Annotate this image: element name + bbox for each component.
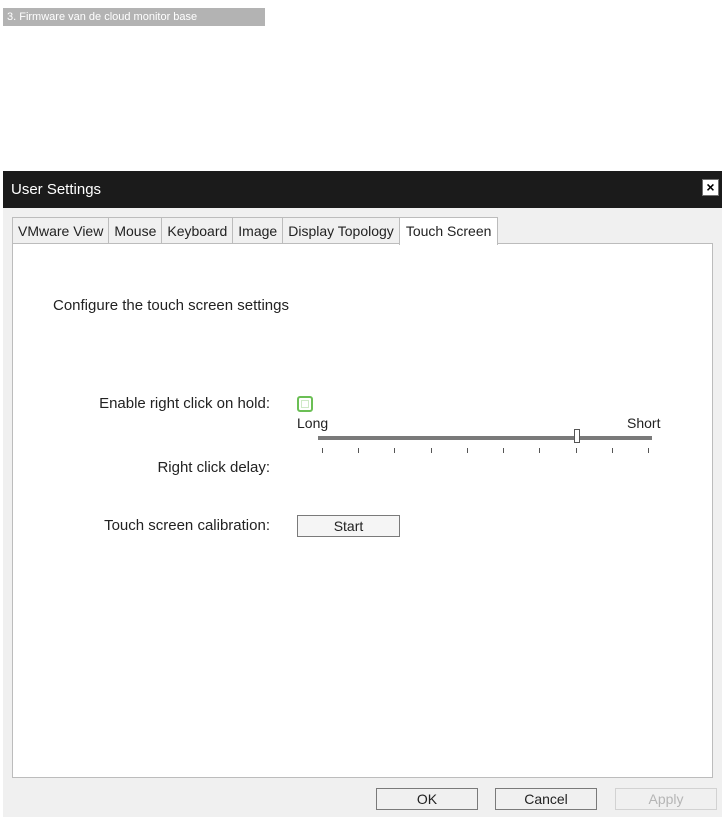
- tab-vmware-view[interactable]: VMware View: [12, 217, 108, 244]
- dialog-titlebar: [3, 171, 722, 208]
- slider-tick: [503, 448, 504, 453]
- calibration-label: Touch screen calibration:: [104, 517, 270, 534]
- touch-screen-panel: [12, 243, 713, 778]
- document-section-header: 3. Firmware van de cloud monitor base: [3, 8, 265, 26]
- slider-max-label: Short: [627, 415, 661, 431]
- slider-tick: [648, 448, 649, 453]
- slider-tick: [612, 448, 613, 453]
- start-calibration-button[interactable]: Start: [297, 515, 400, 537]
- tab-touch-screen[interactable]: Touch Screen: [399, 217, 499, 245]
- panel-heading: Configure the touch screen settings: [53, 297, 289, 314]
- ok-button[interactable]: OK: [376, 788, 478, 810]
- tab-bar: [12, 217, 498, 244]
- slider-tick: [431, 448, 432, 453]
- tab-image[interactable]: Image: [232, 217, 282, 244]
- slider-tick: [322, 448, 323, 453]
- right-click-label: Enable right click on hold:: [99, 395, 270, 412]
- right-click-checkbox[interactable]: [297, 396, 313, 412]
- slider-tick: [576, 448, 577, 453]
- slider-tick: [539, 448, 540, 453]
- delay-slider-thumb[interactable]: [574, 429, 580, 443]
- close-icon[interactable]: ×: [702, 179, 719, 196]
- tab-mouse[interactable]: Mouse: [108, 217, 161, 244]
- dialog-title: User Settings: [11, 181, 102, 198]
- delay-slider-track[interactable]: [318, 436, 652, 440]
- tab-keyboard[interactable]: Keyboard: [161, 217, 232, 244]
- slider-min-label: Long: [297, 415, 329, 431]
- cancel-button[interactable]: Cancel: [495, 788, 597, 810]
- user-settings-dialog: [3, 171, 722, 817]
- apply-button[interactable]: Apply: [615, 788, 717, 810]
- slider-tick: [358, 448, 359, 453]
- delay-label: Right click delay:: [157, 459, 270, 476]
- slider-tick: [394, 448, 395, 453]
- slider-tick: [467, 448, 468, 453]
- tab-display-topology[interactable]: Display Topology: [282, 217, 399, 244]
